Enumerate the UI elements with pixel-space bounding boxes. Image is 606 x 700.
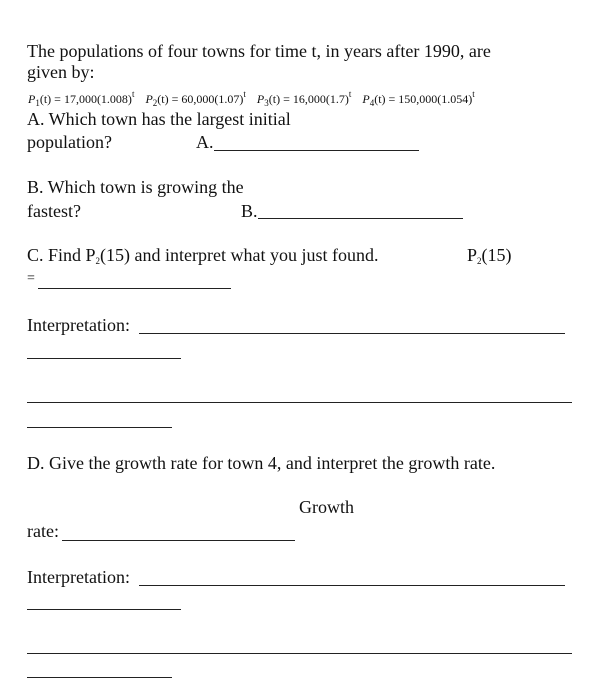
interpretation-d-line-3[interactable]	[27, 653, 572, 654]
formula-p1: $P_1(t) = 17,000(1.008)^t$	[28, 89, 135, 108]
interpretation-d-label: Interpretation:	[27, 567, 130, 587]
interpretation-c-label: Interpretation:	[27, 315, 130, 335]
intro-line-1: The populations of four towns for time t, in years after 1990, are	[27, 41, 491, 61]
interpretation-c-line-3[interactable]	[27, 402, 572, 403]
answer-b-field[interactable]	[258, 218, 463, 219]
question-b-line-1: B. Which town is growing the	[27, 177, 244, 197]
answer-b-label: B.	[241, 201, 258, 221]
answer-a-label: A.	[196, 132, 214, 152]
interpretation-d-line-2[interactable]	[27, 609, 181, 610]
interpretation-d-line-1[interactable]	[139, 585, 565, 586]
interpretation-c-line-2[interactable]	[27, 358, 181, 359]
interpretation-c-line-4[interactable]	[27, 427, 172, 428]
interpretation-d-line-4[interactable]	[27, 677, 172, 678]
answer-c-field[interactable]	[38, 288, 231, 289]
equals-sign: =	[27, 271, 35, 286]
interpretation-c-line-1[interactable]	[139, 333, 565, 334]
rate-label: rate:	[27, 521, 59, 541]
formula-p4: $P_4(t) = 150,000(1.054)^t$	[362, 89, 475, 108]
question-a-line-1: A. Which town has the largest initial	[27, 109, 291, 129]
answer-a-field[interactable]	[214, 150, 419, 151]
intro-line-2: given by:	[27, 62, 95, 82]
growth-rate-field[interactable]	[62, 540, 295, 541]
formula-p2: $P_2(t) = 60,000(1.07)^t$	[145, 89, 246, 108]
formula-p3: $P_3(t) = 16,000(1.7)^t$	[256, 89, 352, 108]
question-b-line-2: fastest?	[27, 201, 81, 221]
question-a-line-2: population?	[27, 132, 112, 152]
answer-c-label: $P_2(15)$	[467, 245, 512, 266]
growth-label: Growth	[299, 497, 354, 517]
question-d-text: D. Give the growth rate for town 4, and interpret the growth rate.	[27, 453, 496, 473]
question-c-text: C. Find $P_2(15)$ and interpret what you just found.	[27, 245, 379, 266]
